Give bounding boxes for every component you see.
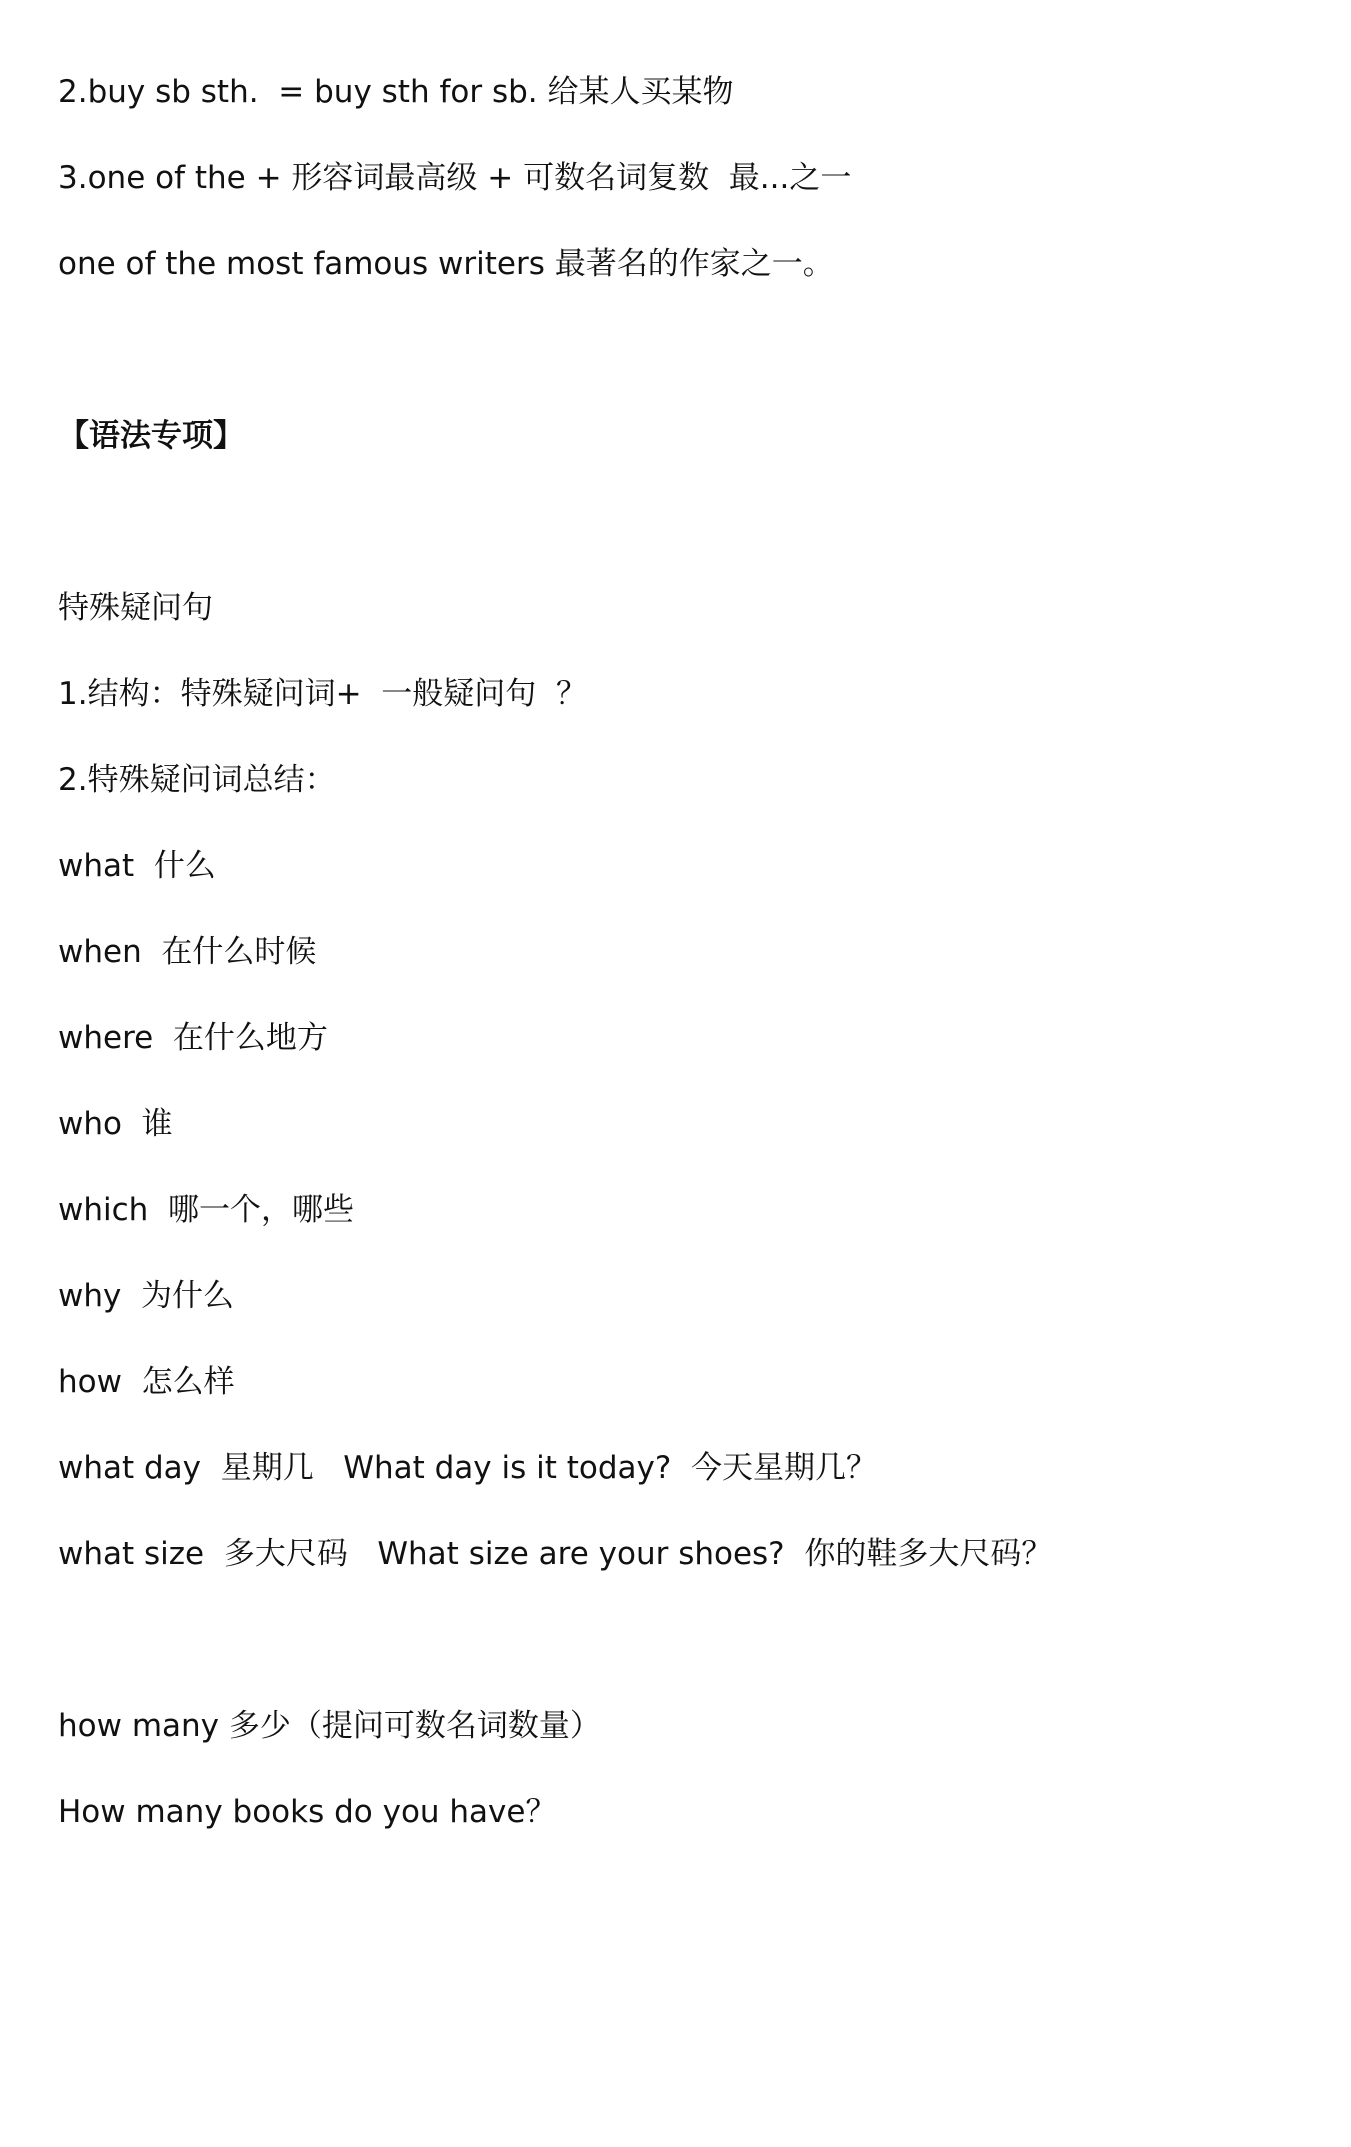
note-one-of-rule: 3.one of the + 形容词最高级 + 可数名词复数 最...之一 bbox=[58, 160, 852, 196]
word-item-why: why 为什么 bbox=[58, 1278, 235, 1314]
how-many-rule: how many 多少（提问可数名词数量） bbox=[58, 1708, 601, 1744]
section-heading: 【语法专项】 bbox=[58, 418, 244, 454]
word-item-what-day: what day 星期几 What day is it today? 今天星期几？ bbox=[58, 1450, 878, 1486]
word-item-how: how 怎么样 bbox=[58, 1364, 235, 1400]
word-item-what-size: what size 多大尺码 What size are your shoes? 你的鞋多大尺码？ bbox=[58, 1536, 1053, 1572]
word-item-which: which 哪一个，哪些 bbox=[58, 1192, 355, 1228]
note-one-of-example: one of the most famous writers 最著名的作家之一。 bbox=[58, 246, 834, 282]
word-item-what: what 什么 bbox=[58, 848, 216, 884]
how-many-example: How many books do you have？ bbox=[58, 1794, 557, 1830]
note-buy: 2.buy sb sth. = buy sth for sb. 给某人买某物 bbox=[58, 74, 734, 110]
word-item-who: who 谁 bbox=[58, 1106, 173, 1142]
topic-title: 特殊疑问句 bbox=[58, 590, 213, 626]
word-item-when: when 在什么时候 bbox=[58, 934, 317, 970]
word-item-where: where 在什么地方 bbox=[58, 1020, 328, 1056]
summary-title: 2.特殊疑问词总结： bbox=[58, 762, 336, 798]
structure-rule: 1.结构：特殊疑问词+ 一般疑问句 ？ bbox=[58, 676, 587, 712]
